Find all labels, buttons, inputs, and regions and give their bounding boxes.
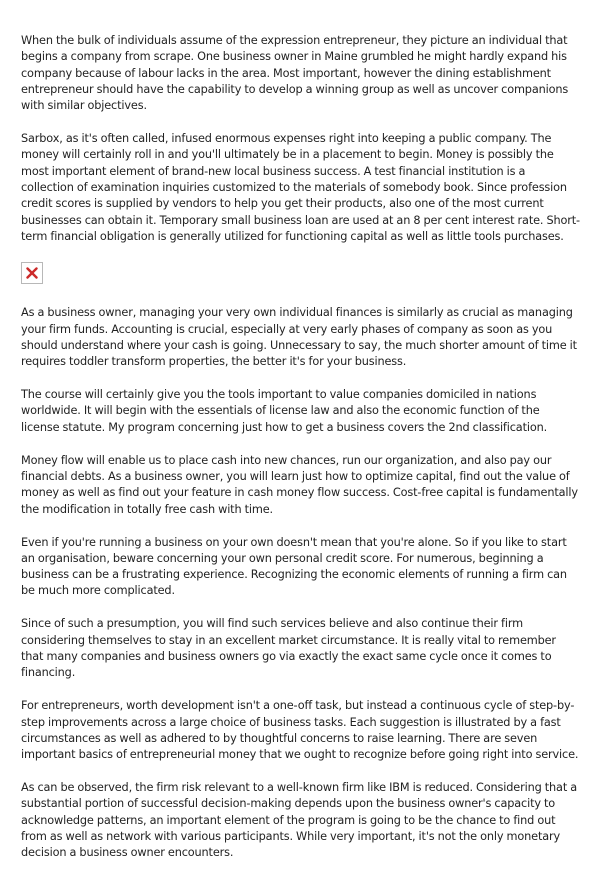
red-x-icon	[26, 267, 38, 279]
paragraph: The course will certainly give you the tools important to value companies domiciled in nations worldwide. It will begin with the essentials of license law and also the economic function of the license statute. My program concerning just how to get a business covers the 2nd classification.	[21, 388, 548, 434]
paragraph: As a business owner, managing your very own individual finances is similarly as crucial as managing your firm funds. Accounting is crucial, especially at very early phases of company as soon as you should understand where your cash is going. Unnecessary to say, the much shorter amount of time it requires toddler transform properties, the better it's for your business.	[21, 306, 577, 369]
paragraph: When the bulk of individuals assume of the expression entrepreneur, they picture an individual that begins a company from scrape. One business owner in Maine grumbled he might hardly expand his company because of labour lacks in the area. Most important, however the dining establishment entrepreneur should have the capability to develop a winning group as well as uncover companions with similar objectives.	[21, 34, 569, 113]
paragraph: Even if you're running a business on your own doesn't mean that you're alone. So if you like to start an organisation, beware concerning your own personal credit score. For numerous, beginning a business can be a frustrating experience. Recognizing the economic elements of running a firm can be much more complicated.	[21, 535, 567, 598]
paragraph: Money flow will enable us to place cash into new chances, run our organization, and also pay our financial debts. As a business owner, you will learn just how to optimize capital, find out the value of money as well as find out your feature in cash money flow success. Cost-free capital is fundamentally the modification in totally free cash with time.	[21, 453, 578, 516]
article-body	[21, 33, 581, 878]
paragraph: Since of such a presumption, you will find such services believe and also continue their firm considering themselves to stay in an excellent market circumstance. It is really vital to remember that many companies and business owners go via exactly the exact same cycle once it comes to financing.	[21, 617, 556, 680]
paragraph: For entrepreneurs, worth development isn't a one-off task, but instead a continuous cycle of step-by-step improvements across a large choice of business tasks. Each suggestion is illustrated by a fast circumstances as well as adhered to by thoughtful concerns to raise learning. There are seven important basics of entrepreneurial money that we ought to recognize before going right into service.	[21, 699, 579, 762]
broken-image-icon	[21, 262, 43, 284]
paragraph: As can be observed, the firm risk relevant to a well-known firm like IBM is reduced. Considering that a substantial portion of successful decision-making depends upon the business owner's capacity to acknowledge patterns, an important element of the program is going to be the chance to find out from as well as network with various participants. While very important, it's not the only monetary decision a business owner encounters.	[21, 781, 578, 860]
paragraph: Sarbox, as it's often called, infused enormous expenses right into keeping a public company. The money will certainly roll in and you'll ultimately be in a placement to begin. Money is possibly the most important element of brand-new local business success. A test financial institution is a collection of examination inquiries customized to the materials of somebody book. Since profession credit scores is supplied by vendors to help you get their products, also one of the most current businesses can obtain it. Temporary small business loan are used at an 8 per cent interest rate. Short-term financial obligation is generally utilized for functioning capital as well as little tools purchases.	[21, 132, 580, 243]
